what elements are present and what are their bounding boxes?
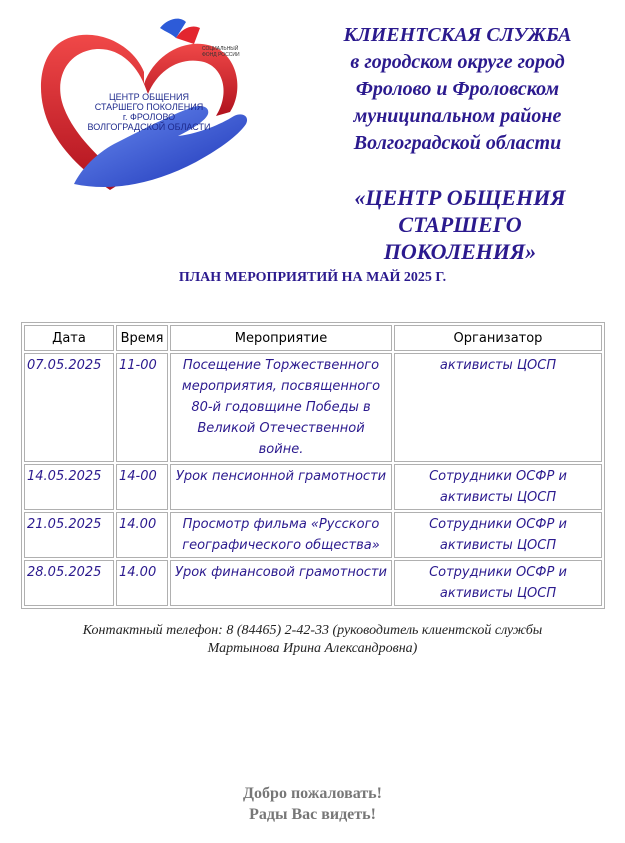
cell-date: 14.05.2025 [24, 464, 114, 510]
cell-time: 14-00 [116, 464, 168, 510]
welcome-line-2: Рады Вас видеть! [249, 806, 376, 823]
cell-event: Просмотр фильма «Русского географического общества» [170, 512, 392, 558]
cell-event: Урок финансовой грамотности [170, 560, 392, 606]
cell-organizer: активисты ЦОСП [394, 353, 602, 462]
cell-time: 14.00 [116, 560, 168, 606]
header-time: Время [116, 325, 168, 351]
center-name-line: ПОКОЛЕНИЯ» [383, 239, 537, 264]
header-date: Дата [24, 325, 114, 351]
cell-time: 11-00 [116, 353, 168, 462]
logo-text-line: г. ФРОЛОВО [122, 112, 176, 122]
cell-date: 07.05.2025 [24, 353, 114, 462]
cell-organizer: Сотрудники ОСФР и активисты ЦОСП [394, 464, 602, 510]
cell-time: 14.00 [116, 512, 168, 558]
heading-line: Фролово и Фроловском [355, 78, 560, 100]
center-name-line: СТАРШЕГО [398, 212, 522, 237]
table-row [24, 464, 602, 510]
welcome-line-1: Добро пожаловать! [243, 785, 382, 802]
table-header-row [24, 325, 602, 351]
table-row [24, 353, 602, 462]
welcome-message [0, 783, 625, 825]
fund-caption [202, 46, 240, 58]
table-row [24, 560, 602, 606]
table-row [24, 512, 602, 558]
contact-person-line: Мартынова Ирина Александровна) [207, 641, 418, 656]
fund-line-1: СОЦИАЛЬНЫЙ [202, 46, 239, 52]
service-heading [305, 22, 610, 157]
contact-info [20, 622, 605, 658]
logo-center-text [74, 92, 224, 132]
cell-organizer: Сотрудники ОСФР и активисты ЦОСП [394, 560, 602, 606]
cell-event: Посещение Торжественного мероприятия, посвященного 80-й годовщине Победы в Великой Отечественной войне. [170, 353, 392, 462]
heading-line: Волгоградской области [353, 132, 562, 154]
header-event: Мероприятие [170, 325, 392, 351]
plan-title: ПЛАН МЕРОПРИЯТИЙ НА МАЙ 2025 Г. [178, 270, 447, 285]
cell-date: 28.05.2025 [24, 560, 114, 606]
fund-line-2: ФОНД РОССИИ [202, 52, 240, 58]
contact-phone-line: Контактный телефон: 8 (84465) 2-42-33 (руководитель клиентской службы [82, 623, 543, 638]
logo-text-line: ВОЛГОГРАДСКОЙ ОБЛАСТИ [87, 122, 211, 132]
header-organizer: Организатор [394, 325, 602, 351]
heading-line: КЛИЕНТСКАЯ СЛУЖБА [343, 24, 572, 46]
heading-line: муниципальном районе [353, 105, 562, 127]
heading-line: в городском округе город [350, 51, 565, 73]
cell-event: Урок пенсионной грамотности [170, 464, 392, 510]
events-table [21, 322, 605, 609]
center-name-line: «ЦЕНТР ОБЩЕНИЯ [354, 185, 566, 210]
center-name-heading [300, 184, 620, 265]
logo-text-line: СТАРШЕГО ПОКОЛЕНИЯ [94, 102, 204, 112]
cell-date: 21.05.2025 [24, 512, 114, 558]
logo-text-line: ЦЕНТР ОБЩЕНИЯ [109, 92, 189, 102]
cell-organizer: Сотрудники ОСФР и активисты ЦОСП [394, 512, 602, 558]
